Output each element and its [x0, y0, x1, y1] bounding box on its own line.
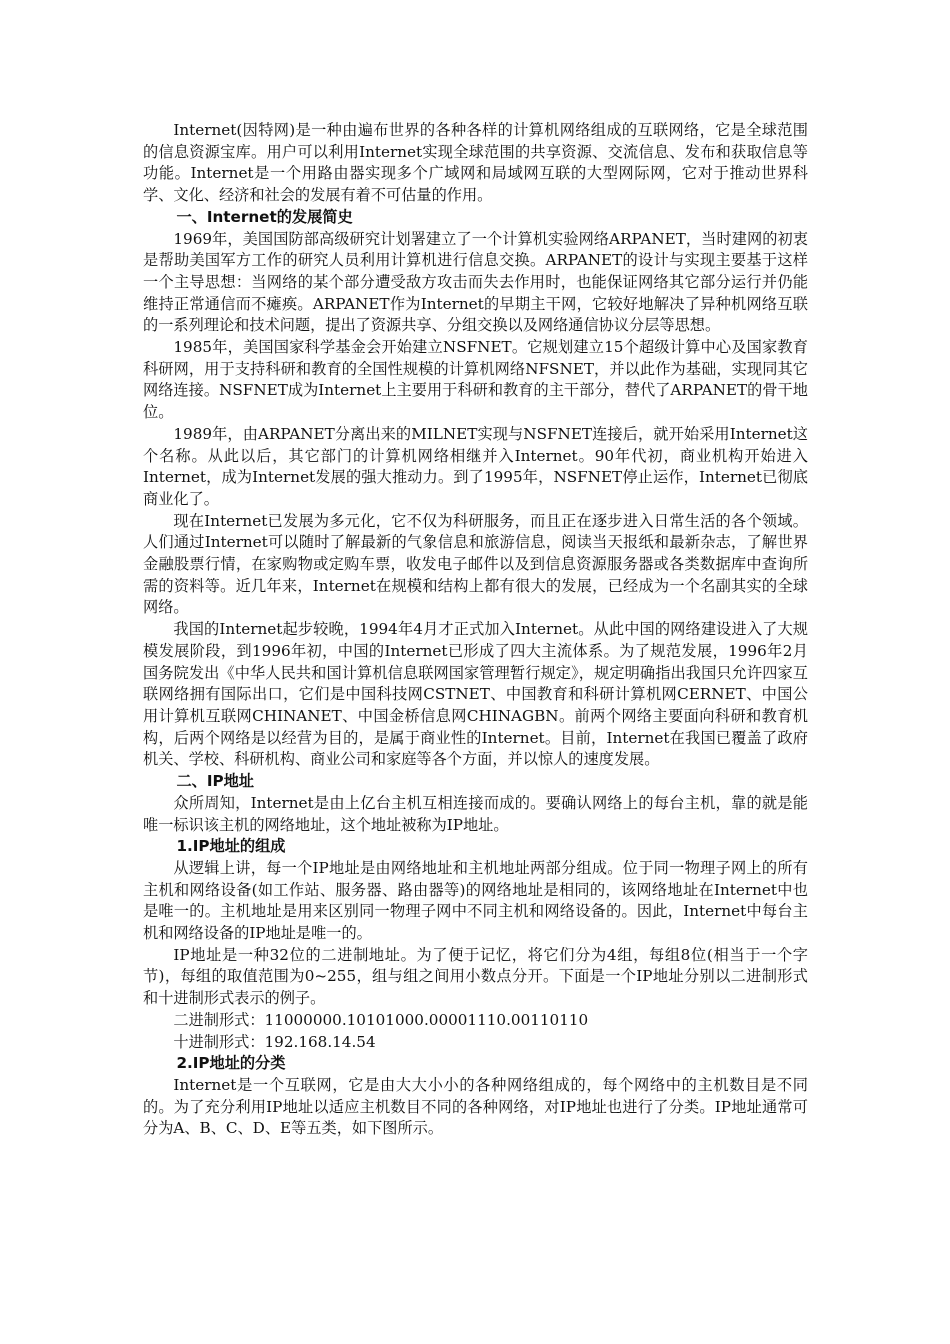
paragraph: IP地址是一种32位的二进制地址。为了便于记忆，将它们分为4组，每组8位(相当于一个字节)，每组的取值范围为0~255，组与组之间用小数点分开。下面是一个IP地址分别以二进制形式和十进制形式表示的例子。 — [143, 945, 808, 1008]
section-heading-history: 一、Internet的发展简史 — [176, 207, 353, 226]
paragraph: 我国的Internet起步较晚，1994年4月才正式加入Internet。从此中国的网络建设进入了大规模发展阶段，到1996年初，中国的Internet已形成了四大主流体系。为了规范发展，1996年2月国务院发出《中华人民共和国计算机信息联网国家管理暂行规定》，规定明确指出我国只允许四家互联网络拥有国际出口，它们是中国科技网CSTNET、中国教育和科研计算机网CERNET、中国公用计算机互联网CHINANET、中国金桥信息网CHINAGBN。前两个网络主要面向科研和教育机构，后两个网络是以经营为目的，是属于商业性的Internet。目前，Internet在我国已覆盖了政府机关、学校、科研机构、商业公司和家庭等各个方面，并以惊人的速度发展。 — [143, 620, 808, 769]
paragraph: 1985年，美国国家科学基金会开始建立NSFNET。它规划建立15个超级计算中心及国家教育科研网，用于支持科研和教育的全国性规模的计算机网络NFSNET，并以此作为基础，实现同其它网络连接。NSFNET成为Internet上主要用于科研和教育的主干部分，替代了ARPANET的骨干地位。 — [143, 338, 808, 422]
decimal-example: 十进制形式：192.168.14.54 — [173, 1032, 376, 1051]
paragraph: 1969年，美国国防部高级研究计划署建立了一个计算机实验网络ARPANET，当时建网的初衷是帮助美国军方工作的研究人员利用计算机进行信息交换。ARPANET的设计与实现主要基于这样一个主导思想：当网络的某个部分遭受敌方攻击而失去作用时，也能保证网络其它部分运行并仍能维持正常通信而不瘫痪。ARPANET作为Internet的早期主干网，它较好地解决了异种机网络互联的一系列理论和技术问题，提出了资源共享、分组交换以及网络通信协议分层等思想。 — [143, 229, 808, 335]
intro-paragraph: Internet(因特网)是一种由遍布世界的各种各样的计算机网络组成的互联网络，它是全球范围的信息资源宝库。用户可以利用Internet实现全球范围的共享资源、交流信息、发布和获取信息等功能。Internet是一个用路由器实现多个广域网和局域网互联的大型网际网，它对于推动世界科学、文化、经济和社会的发展有着不可估量的作用。 — [143, 121, 808, 205]
subsection-heading-classification: 2.IP地址的分类 — [176, 1054, 286, 1073]
paragraph: 从逻辑上讲，每一个IP地址是由网络地址和主机地址两部分组成。位于同一物理子网上的所有主机和网络设备(如工作站、服务器、路由器等)的网络地址是相同的，该网络地址在Internet中也是唯一的。主机地址是用来区别同一物理子网中不同主机和网络设备的。因此，Internet中每台主机和网络设备的IP地址是唯一的。 — [143, 858, 808, 943]
paragraph: 众所周知，Internet是由上亿台主机互相连接而成的。要确认网络上的每台主机，靠的就是能唯一标识该主机的网络地址，这个地址被称为IP地址。 — [143, 793, 808, 834]
subsection-heading-composition: 1.IP地址的组成 — [176, 837, 286, 856]
document-body — [143, 120, 808, 1140]
paragraph: 1989年，由ARPANET分离出来的MILNET实现与NSFNET连接后，就开始采用Internet这个名称。从此以后，其它部门的计算机网络相继并入Internet。90年代初，商业机构开始进入Internet，成为Internet发展的强大推动力。到了1995年，NSFNET停止运作，Internet已彻底商业化了。 — [143, 424, 808, 508]
paragraph: Internet是一个互联网，它是由大大小小的各种网络组成的，每个网络中的主机数目是不同的。为了充分利用IP地址以适应主机数目不同的各种网络，对IP地址也进行了分类。IP地址通常可分为A、B、C、D、E等五类，如下图所示。 — [143, 1075, 808, 1138]
paragraph: 现在Internet已发展为多元化，它不仅为科研服务，而且正在逐步进入日常生活的各个领域。人们通过Internet可以随时了解最新的气象信息和旅游信息，阅读当天报纸和最新杂志，了解世界金融股票行情，在家购物或定购车票，收发电子邮件以及到信息资源服务器或各类数据库中查询所需的资料等。近几年来，Internet在规模和结构上都有很大的发展，已经成为一个名副其实的全球网络。 — [143, 511, 808, 617]
binary-example: 二进制形式：11000000.10101000.00001110.00110110 — [173, 1010, 589, 1029]
section-heading-ip-address: 二、IP地址 — [176, 772, 254, 791]
